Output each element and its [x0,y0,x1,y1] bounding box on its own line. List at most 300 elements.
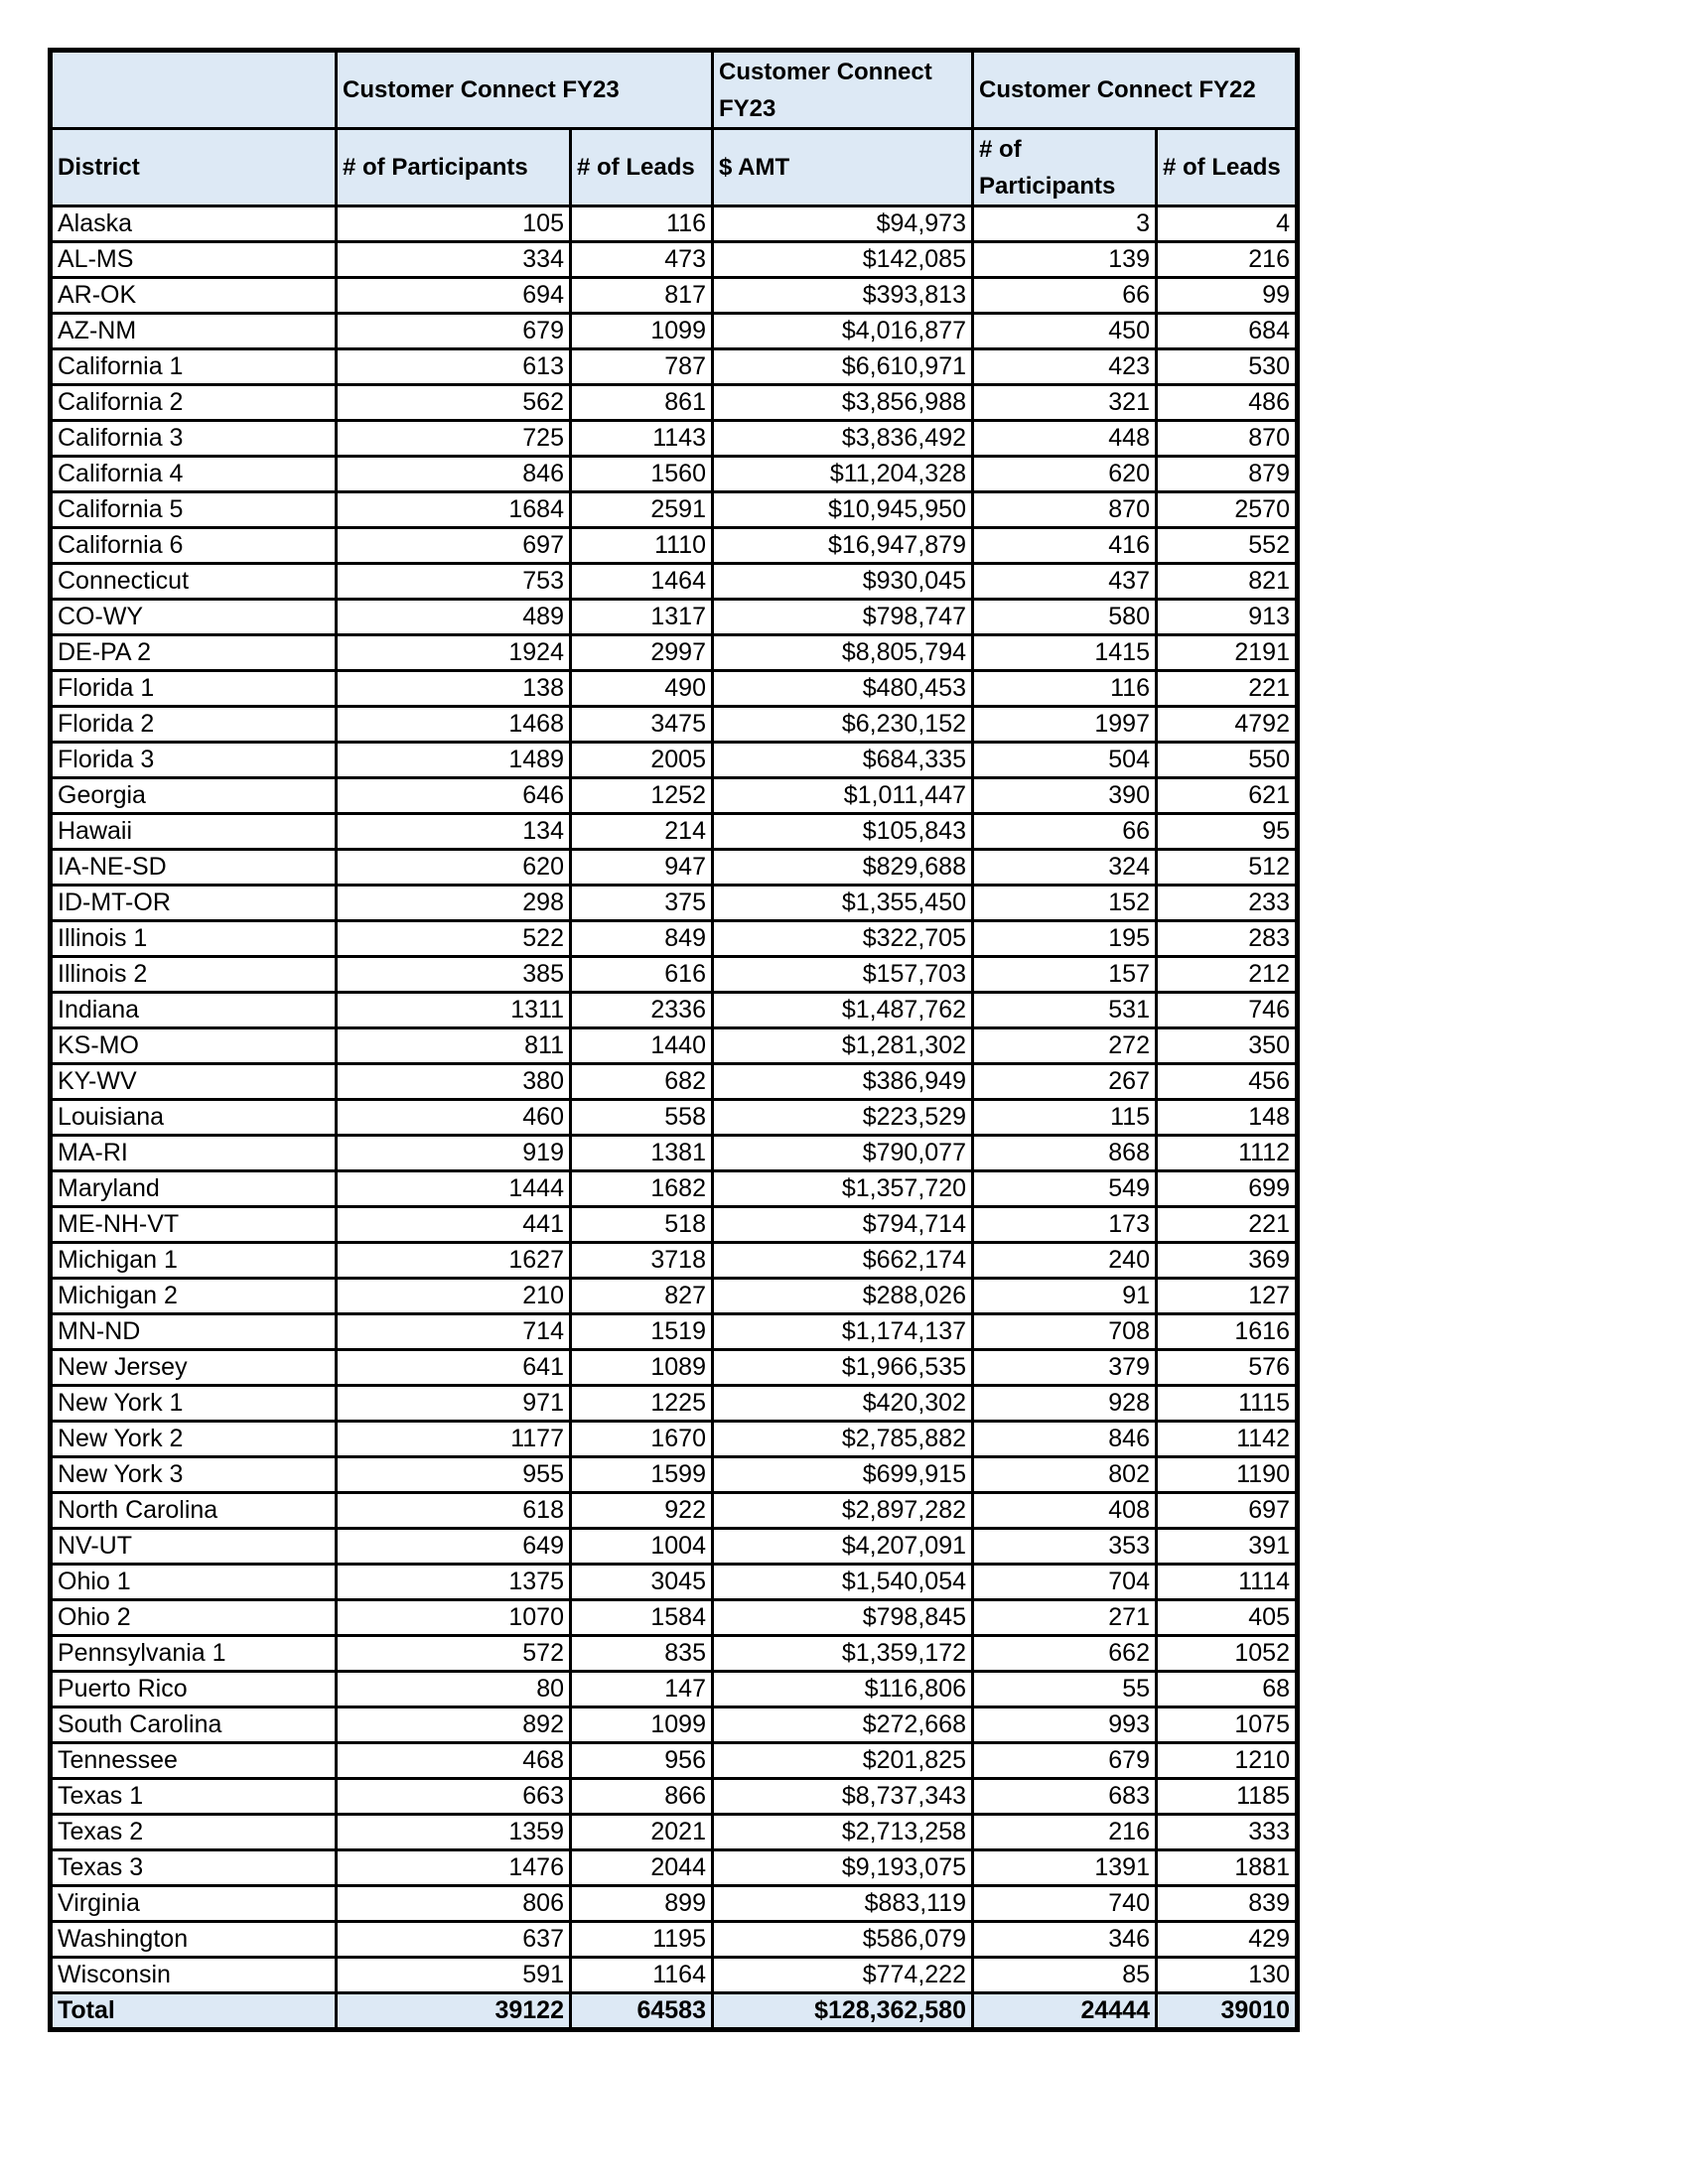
cell-fy22-participants: 353 [973,1529,1157,1565]
cell-fy22-participants: 272 [973,1028,1157,1064]
cell-fy22-leads: 1881 [1157,1850,1298,1886]
cell-fy22-leads: 212 [1157,957,1298,993]
cell-fy23-participants: 971 [337,1386,571,1422]
table-row [51,1457,1298,1493]
cell-fy22-participants: 1391 [973,1850,1157,1886]
table-row [51,1028,1298,1064]
cell-district: AL-MS [51,242,337,278]
cell-fy23-participants: 1924 [337,635,571,671]
table-row [51,1207,1298,1243]
cell-fy23-amount: $1,487,762 [713,993,973,1028]
cell-fy23-amount: $480,453 [713,671,973,707]
cell-fy23-amount: $322,705 [713,921,973,957]
cell-fy23-leads: 214 [571,814,713,850]
cell-fy23-leads: 558 [571,1100,713,1136]
cell-fy22-leads: 216 [1157,242,1298,278]
cell-fy22-participants: 708 [973,1314,1157,1350]
cell-fy23-participants: 646 [337,778,571,814]
cell-fy22-leads: 1185 [1157,1779,1298,1815]
cell-fy22-leads: 530 [1157,349,1298,385]
cell-district: CO-WY [51,600,337,635]
cell-district: KS-MO [51,1028,337,1064]
cell-fy22-participants: 55 [973,1672,1157,1707]
cell-fy22-participants: 868 [973,1136,1157,1171]
column-header-row [51,129,1298,206]
cell-fy22-participants: 116 [973,671,1157,707]
cell-fy22-leads: 1075 [1157,1707,1298,1743]
cell-fy23-leads: 1464 [571,564,713,600]
cell-district: Hawaii [51,814,337,850]
table-row [51,564,1298,600]
total-fy22-participants: 24444 [973,1993,1157,2030]
cell-fy23-participants: 1311 [337,993,571,1028]
cell-fy22-participants: 173 [973,1207,1157,1243]
cell-fy22-leads: 576 [1157,1350,1298,1386]
cell-fy23-participants: 1468 [337,707,571,743]
cell-district: Louisiana [51,1100,337,1136]
cell-fy22-participants: 662 [973,1636,1157,1672]
cell-fy23-amount: $6,610,971 [713,349,973,385]
cell-fy23-leads: 1099 [571,314,713,349]
cell-fy23-leads: 1381 [571,1136,713,1171]
cell-fy23-participants: 1177 [337,1422,571,1457]
cell-fy22-leads: 369 [1157,1243,1298,1279]
cell-fy22-participants: 267 [973,1064,1157,1100]
column-header-fy23-amount: $ AMT [713,129,973,206]
cell-fy22-participants: 216 [973,1815,1157,1850]
cell-fy22-leads: 333 [1157,1815,1298,1850]
cell-district: Georgia [51,778,337,814]
cell-fy23-participants: 806 [337,1886,571,1922]
cell-district: California 4 [51,457,337,492]
cell-fy23-leads: 1099 [571,1707,713,1743]
cell-fy23-amount: $420,302 [713,1386,973,1422]
table-row [51,1422,1298,1457]
cell-district: California 3 [51,421,337,457]
cell-fy23-participants: 714 [337,1314,571,1350]
cell-fy22-participants: 195 [973,921,1157,957]
cell-fy23-participants: 753 [337,564,571,600]
cell-fy23-leads: 116 [571,206,713,242]
table-row [51,385,1298,421]
table-row [51,1565,1298,1600]
cell-district: South Carolina [51,1707,337,1743]
cell-fy22-participants: 423 [973,349,1157,385]
cell-fy23-leads: 827 [571,1279,713,1314]
cell-fy22-participants: 346 [973,1922,1157,1958]
cell-fy23-amount: $684,335 [713,743,973,778]
table-row [51,1958,1298,1993]
table-row [51,1600,1298,1636]
cell-district: AR-OK [51,278,337,314]
cell-district: Michigan 2 [51,1279,337,1314]
cell-fy23-amount: $794,714 [713,1207,973,1243]
cell-fy23-amount: $9,193,075 [713,1850,973,1886]
cell-district: California 6 [51,528,337,564]
cell-fy22-leads: 512 [1157,850,1298,886]
cell-fy23-amount: $8,737,343 [713,1779,973,1815]
cell-fy23-amount: $6,230,152 [713,707,973,743]
cell-district: ME-NH-VT [51,1207,337,1243]
cell-fy23-leads: 1584 [571,1600,713,1636]
cell-fy23-participants: 1375 [337,1565,571,1600]
cell-fy23-amount: $2,713,258 [713,1815,973,1850]
cell-fy23-leads: 1317 [571,600,713,635]
cell-fy23-participants: 620 [337,850,571,886]
column-header-fy23-participants: # of Participants [337,129,571,206]
cell-district: MN-ND [51,1314,337,1350]
cell-fy22-participants: 870 [973,492,1157,528]
cell-fy23-leads: 375 [571,886,713,921]
cell-district: MA-RI [51,1136,337,1171]
cell-fy22-leads: 552 [1157,528,1298,564]
cell-fy23-amount: $1,966,535 [713,1350,973,1386]
table-row [51,528,1298,564]
cell-fy23-leads: 1670 [571,1422,713,1457]
cell-fy23-leads: 1004 [571,1529,713,1565]
table-row [51,600,1298,635]
cell-fy23-leads: 861 [571,385,713,421]
cell-fy23-participants: 334 [337,242,571,278]
cell-fy23-leads: 1195 [571,1922,713,1958]
cell-fy22-leads: 391 [1157,1529,1298,1565]
cell-fy23-amount: $8,805,794 [713,635,973,671]
cell-fy23-leads: 3045 [571,1565,713,1600]
cell-fy23-leads: 835 [571,1636,713,1672]
table-row [51,1136,1298,1171]
cell-fy23-amount: $1,011,447 [713,778,973,814]
cell-fy22-leads: 405 [1157,1600,1298,1636]
cell-fy22-leads: 429 [1157,1922,1298,1958]
cell-fy23-participants: 522 [337,921,571,957]
cell-fy22-leads: 621 [1157,778,1298,814]
cell-fy23-amount: $829,688 [713,850,973,886]
cell-fy23-leads: 1599 [571,1457,713,1493]
table-row [51,957,1298,993]
column-header-district: District [51,129,337,206]
cell-fy22-leads: 1114 [1157,1565,1298,1600]
table-row [51,1350,1298,1386]
cell-fy23-participants: 1070 [337,1600,571,1636]
cell-fy23-amount: $930,045 [713,564,973,600]
cell-fy23-leads: 2021 [571,1815,713,1850]
cell-fy23-amount: $3,856,988 [713,385,973,421]
cell-fy23-participants: 811 [337,1028,571,1064]
cell-fy22-leads: 148 [1157,1100,1298,1136]
table-row [51,1743,1298,1779]
cell-fy22-leads: 221 [1157,671,1298,707]
cell-fy22-participants: 620 [973,457,1157,492]
cell-fy23-leads: 817 [571,278,713,314]
cell-fy23-amount: $798,845 [713,1600,973,1636]
cell-fy23-leads: 2591 [571,492,713,528]
cell-fy22-participants: 679 [973,1743,1157,1779]
cell-fy23-leads: 1225 [571,1386,713,1422]
column-header-fy22-participants: # of Participants [973,129,1157,206]
cell-district: Michigan 1 [51,1243,337,1279]
district-participation-table [48,48,1300,2032]
cell-fy22-participants: 91 [973,1279,1157,1314]
group-header-fy23-amount: Customer Connect FY23 [713,51,973,129]
cell-fy22-leads: 99 [1157,278,1298,314]
cell-fy22-participants: 740 [973,1886,1157,1922]
cell-fy22-participants: 139 [973,242,1157,278]
cell-district: KY-WV [51,1064,337,1100]
cell-fy23-leads: 490 [571,671,713,707]
cell-fy22-participants: 504 [973,743,1157,778]
cell-fy23-leads: 2336 [571,993,713,1028]
cell-fy23-participants: 892 [337,1707,571,1743]
cell-fy22-participants: 379 [973,1350,1157,1386]
cell-fy23-participants: 1489 [337,743,571,778]
cell-fy23-amount: $790,077 [713,1136,973,1171]
cell-district: Texas 1 [51,1779,337,1815]
cell-fy22-participants: 408 [973,1493,1157,1529]
cell-fy22-participants: 802 [973,1457,1157,1493]
cell-fy23-amount: $11,204,328 [713,457,973,492]
table-row [51,778,1298,814]
cell-fy23-amount: $94,973 [713,206,973,242]
cell-fy22-participants: 152 [973,886,1157,921]
cell-fy22-leads: 913 [1157,600,1298,635]
cell-district: Illinois 1 [51,921,337,957]
cell-fy23-leads: 1089 [571,1350,713,1386]
cell-fy22-leads: 746 [1157,993,1298,1028]
cell-fy23-leads: 3718 [571,1243,713,1279]
group-header-fy22: Customer Connect FY22 [973,51,1298,129]
cell-district: Indiana [51,993,337,1028]
cell-fy23-amount: $201,825 [713,1743,973,1779]
cell-fy23-participants: 298 [337,886,571,921]
table-row [51,1386,1298,1422]
cell-fy22-leads: 1210 [1157,1743,1298,1779]
table-row [51,921,1298,957]
cell-fy23-amount: $1,355,450 [713,886,973,921]
cell-district: Washington [51,1922,337,1958]
cell-fy23-amount: $798,747 [713,600,973,635]
cell-fy22-participants: 928 [973,1386,1157,1422]
cell-fy22-leads: 697 [1157,1493,1298,1529]
cell-district: AZ-NM [51,314,337,349]
cell-fy23-amount: $586,079 [713,1922,973,1958]
cell-fy22-participants: 683 [973,1779,1157,1815]
cell-fy22-leads: 879 [1157,457,1298,492]
cell-fy23-participants: 80 [337,1672,571,1707]
cell-district: New York 1 [51,1386,337,1422]
cell-district: Ohio 1 [51,1565,337,1600]
cell-fy23-participants: 1444 [337,1171,571,1207]
cell-fy23-participants: 489 [337,600,571,635]
cell-fy22-leads: 1616 [1157,1314,1298,1350]
cell-fy23-amount: $272,668 [713,1707,973,1743]
cell-fy22-participants: 416 [973,528,1157,564]
cell-fy22-leads: 684 [1157,314,1298,349]
cell-fy22-participants: 448 [973,421,1157,457]
cell-fy23-participants: 572 [337,1636,571,1672]
cell-fy23-leads: 866 [571,1779,713,1815]
group-header-row [51,51,1298,129]
cell-fy22-leads: 2191 [1157,635,1298,671]
cell-fy22-leads: 699 [1157,1171,1298,1207]
cell-fy23-participants: 694 [337,278,571,314]
table-row [51,993,1298,1028]
group-header-fy23: Customer Connect FY23 [337,51,713,129]
cell-fy23-amount: $142,085 [713,242,973,278]
cell-fy22-participants: 66 [973,278,1157,314]
cell-fy23-amount: $105,843 [713,814,973,850]
cell-fy23-participants: 138 [337,671,571,707]
cell-fy23-participants: 591 [337,1958,571,1993]
cell-fy22-leads: 2570 [1157,492,1298,528]
cell-fy22-participants: 115 [973,1100,1157,1136]
cell-district: Illinois 2 [51,957,337,993]
cell-fy22-participants: 1415 [973,635,1157,671]
cell-district: NV-UT [51,1529,337,1565]
table-row [51,278,1298,314]
cell-fy22-participants: 85 [973,1958,1157,1993]
cell-fy23-amount: $1,174,137 [713,1314,973,1350]
cell-fy23-amount: $10,945,950 [713,492,973,528]
cell-district: California 2 [51,385,337,421]
cell-fy22-participants: 157 [973,957,1157,993]
table-row [51,1636,1298,1672]
cell-fy23-participants: 380 [337,1064,571,1100]
cell-fy23-leads: 1519 [571,1314,713,1350]
cell-fy22-participants: 450 [973,314,1157,349]
cell-fy23-participants: 846 [337,457,571,492]
cell-fy22-participants: 549 [973,1171,1157,1207]
cell-fy23-participants: 1684 [337,492,571,528]
total-fy22-leads: 39010 [1157,1993,1298,2030]
cell-fy23-amount: $116,806 [713,1672,973,1707]
cell-fy23-participants: 105 [337,206,571,242]
cell-fy22-leads: 550 [1157,743,1298,778]
cell-fy23-amount: $4,016,877 [713,314,973,349]
cell-fy23-amount: $1,357,720 [713,1171,973,1207]
cell-fy22-participants: 3 [973,206,1157,242]
cell-fy23-amount: $1,359,172 [713,1636,973,1672]
cell-fy23-amount: $662,174 [713,1243,973,1279]
cell-fy23-participants: 210 [337,1279,571,1314]
cell-fy23-amount: $157,703 [713,957,973,993]
total-fy23-participants: 39122 [337,1993,571,2030]
cell-fy22-participants: 1997 [973,707,1157,743]
cell-fy22-leads: 456 [1157,1064,1298,1100]
cell-fy23-leads: 2005 [571,743,713,778]
total-label: Total [51,1993,337,2030]
table-row [51,635,1298,671]
cell-fy22-leads: 233 [1157,886,1298,921]
cell-fy23-participants: 663 [337,1779,571,1815]
cell-fy23-participants: 955 [337,1457,571,1493]
cell-fy22-leads: 4 [1157,206,1298,242]
table-row [51,1314,1298,1350]
table-row [51,1779,1298,1815]
cell-fy23-leads: 1440 [571,1028,713,1064]
table-row [51,1100,1298,1136]
cell-fy22-leads: 1190 [1157,1457,1298,1493]
cell-fy23-leads: 956 [571,1743,713,1779]
total-fy23-amount: $128,362,580 [713,1993,973,2030]
cell-fy22-leads: 486 [1157,385,1298,421]
cell-district: Pennsylvania 1 [51,1636,337,1672]
cell-fy23-participants: 1476 [337,1850,571,1886]
cell-district: ID-MT-OR [51,886,337,921]
cell-district: Florida 2 [51,707,337,743]
cell-district: Virginia [51,1886,337,1922]
table-row [51,1886,1298,1922]
table-row [51,850,1298,886]
cell-fy23-leads: 682 [571,1064,713,1100]
table-row [51,314,1298,349]
cell-fy22-leads: 95 [1157,814,1298,850]
cell-district: IA-NE-SD [51,850,337,886]
table-row [51,1493,1298,1529]
cell-fy22-leads: 350 [1157,1028,1298,1064]
table-row [51,1064,1298,1100]
cell-fy23-participants: 697 [337,528,571,564]
table-body [51,206,1298,1993]
cell-district: New Jersey [51,1350,337,1386]
cell-fy23-leads: 899 [571,1886,713,1922]
cell-fy22-participants: 704 [973,1565,1157,1600]
table-row [51,457,1298,492]
cell-fy23-leads: 1682 [571,1171,713,1207]
cell-fy23-participants: 468 [337,1743,571,1779]
cell-fy22-leads: 127 [1157,1279,1298,1314]
group-header-blank [51,51,337,129]
cell-fy22-participants: 437 [973,564,1157,600]
cell-fy23-amount: $774,222 [713,1958,973,1993]
cell-district: North Carolina [51,1493,337,1529]
cell-fy22-leads: 283 [1157,921,1298,957]
cell-fy22-participants: 580 [973,600,1157,635]
table-row [51,206,1298,242]
cell-district: DE-PA 2 [51,635,337,671]
cell-fy22-participants: 324 [973,850,1157,886]
cell-fy23-amount: $288,026 [713,1279,973,1314]
cell-district: Alaska [51,206,337,242]
cell-fy23-participants: 679 [337,314,571,349]
cell-fy23-participants: 641 [337,1350,571,1386]
cell-fy23-amount: $393,813 [713,278,973,314]
cell-district: Wisconsin [51,1958,337,1993]
cell-fy22-leads: 870 [1157,421,1298,457]
cell-fy23-leads: 1143 [571,421,713,457]
cell-district: California 1 [51,349,337,385]
cell-district: Ohio 2 [51,1600,337,1636]
cell-fy23-leads: 3475 [571,707,713,743]
cell-district: Florida 3 [51,743,337,778]
cell-fy23-leads: 849 [571,921,713,957]
cell-fy23-amount: $386,949 [713,1064,973,1100]
cell-fy23-amount: $699,915 [713,1457,973,1493]
cell-fy23-amount: $16,947,879 [713,528,973,564]
cell-fy22-participants: 66 [973,814,1157,850]
cell-fy23-leads: 2997 [571,635,713,671]
cell-fy23-leads: 1560 [571,457,713,492]
cell-fy23-amount: $1,540,054 [713,1565,973,1600]
table-row [51,1529,1298,1565]
column-header-fy22-leads: # of Leads [1157,129,1298,206]
cell-fy23-leads: 947 [571,850,713,886]
cell-fy23-leads: 1110 [571,528,713,564]
cell-fy23-leads: 616 [571,957,713,993]
table-row [51,1171,1298,1207]
cell-fy23-participants: 385 [337,957,571,993]
table-row [51,1922,1298,1958]
cell-fy23-leads: 518 [571,1207,713,1243]
